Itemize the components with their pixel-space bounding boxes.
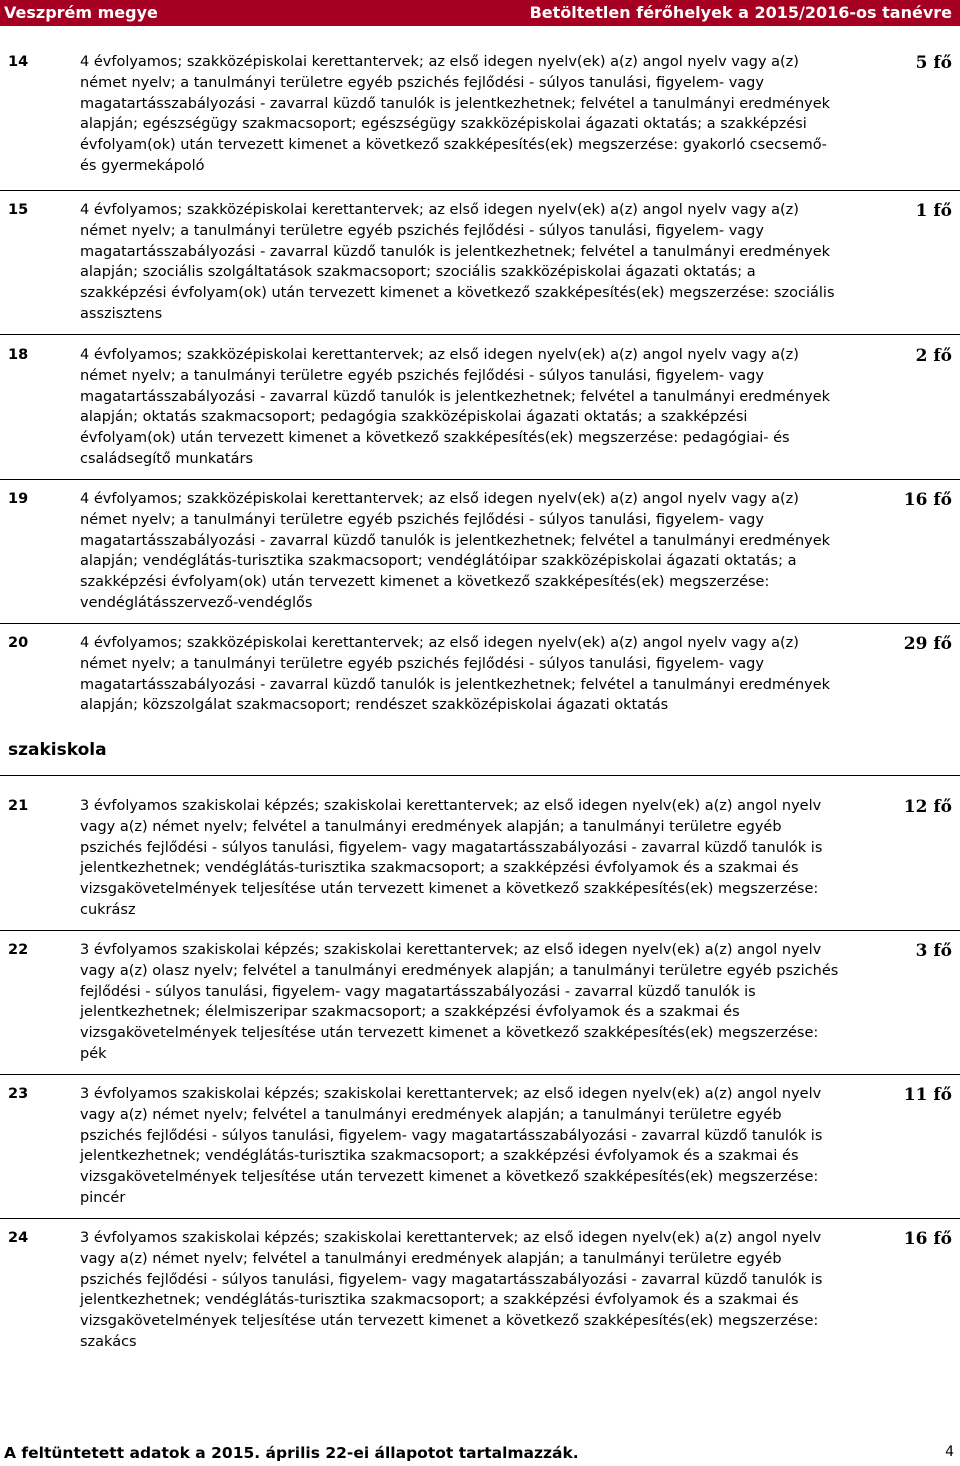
entry-number: 22 (8, 942, 29, 958)
list-item (0, 1084, 960, 1219)
entry-count: 12 fő (903, 797, 952, 817)
list-item (0, 633, 960, 723)
footer-note: A feltüntetett adatok a 2015. április 22-ei állapotot tartalmazzák. (4, 1444, 579, 1462)
list-item (0, 489, 960, 624)
document-title: Betöltetlen férőhelyek a 2015/2016-os tanévre (529, 3, 952, 22)
entry-count: 29 fő (903, 634, 952, 654)
entry-number: 23 (8, 1086, 29, 1102)
entry-description: 4 évfolyamos; szakközépiskolai kerettantervek; az első idegen nyelv(ek) a(z) angol nyelv vagy a(z) német nyelv; a tanulmányi területre egyéb pszichés fejlődési - súlyos tanulási, figyelem- vagy magatartásszabályozási - zavarral küzdő tanulók is jelentkezhetnek; felvétel a tanulmányi eredmények alapján; szociális szolgáltatások szakmacsoport; szociális szakközépiskolai ágazati oktatás; a szakképzési évfolyam(ok) után tervezett kimenet a következő szakképesítés(ek) megszerzése: szociális asszisztens (80, 202, 835, 322)
entry-count: 5 fő (915, 53, 952, 73)
entry-number: 18 (8, 347, 29, 363)
entry-description: 4 évfolyamos; szakközépiskolai kerettantervek; az első idegen nyelv(ek) a(z) angol nyelv vagy a(z) német nyelv; a tanulmányi területre egyéb pszichés fejlődési - súlyos tanulási, figyelem- vagy magatartásszabályozási - zavarral küzdő tanulók is jelentkezhetnek; felvétel a tanulmányi eredmények alapján; oktatás szakmacsoport; pedagógia szakközépiskolai ágazati oktatás; a szakképzési évfolyam(ok) után tervezett kimenet a következő szakképesítés(ek) megszerzése: pedagógiai- és családsegítő munkatárs (80, 347, 831, 467)
entry-count: 16 fő (903, 1229, 952, 1249)
entry-number: 14 (8, 54, 29, 70)
entry-description: 3 évfolyamos szakiskolai képzés; szakiskolai kerettantervek; az első idegen nyelv(ek) a(z) angol nyelv vagy a(z) német nyelv; felvétel a tanulmányi eredmények alapján; a tanulmányi területre egyéb pszichés fejlődési - súlyos tanulási, figyelem- vagy magatartásszabályozási - zavarral küzdő tanulók is jelentkezhetnek; vendéglátás-turisztika szakmacsoport; a szakképzési évfolyamok és a szakmai és vizsgakövetelmények teljesítése után tervezett kimenet a következő szakképesítés(ek) megszerzése: szakács (80, 1230, 823, 1350)
page-number: 4 (945, 1444, 954, 1460)
entry-count: 11 fő (903, 1085, 952, 1105)
county-title: Veszprém megye (4, 3, 158, 22)
entry-number: 24 (8, 1230, 29, 1246)
list-item (0, 200, 960, 335)
entry-description: 3 évfolyamos szakiskolai képzés; szakiskolai kerettantervek; az első idegen nyelv(ek) a(z) angol nyelv vagy a(z) német nyelv; felvétel a tanulmányi eredmények alapján; a tanulmányi területre egyéb pszichés fejlődési - súlyos tanulási, figyelem- vagy magatartásszabályozási - zavarral küzdő tanulók is jelentkezhetnek; vendéglátás-turisztika szakmacsoport; a szakképzési évfolyamok és a szakmai és vizsgakövetelmények teljesítése után tervezett kimenet a következő szakképesítés(ek) megszerzése: pincér (80, 1086, 823, 1206)
entry-number: 15 (8, 202, 29, 218)
list-item (0, 345, 960, 480)
entry-count: 3 fő (915, 941, 952, 961)
entry-number: 21 (8, 798, 29, 814)
entry-description: 4 évfolyamos; szakközépiskolai kerettantervek; az első idegen nyelv(ek) a(z) angol nyelv vagy a(z) német nyelv; a tanulmányi területre egyéb pszichés fejlődési - súlyos tanulási, figyelem- vagy magatartásszabályozási - zavarral küzdő tanulók is jelentkezhetnek; felvétel a tanulmányi eredmények alapján; vendéglátás-turisztika szakmacsoport; vendéglátóipar szakközépiskolai ágazati oktatás; a szakképzési évfolyam(ok) után tervezett kimenet a következő szakképesítés(ek) megszerzése: vendéglátásszervező-vendéglős (80, 491, 831, 611)
list-item (0, 940, 960, 1075)
entry-description: 4 évfolyamos; szakközépiskolai kerettantervek; az első idegen nyelv(ek) a(z) angol nyelv vagy a(z) német nyelv; a tanulmányi területre egyéb pszichés fejlődési - súlyos tanulási, figyelem- vagy magatartásszabályozási - zavarral küzdő tanulók is jelentkezhetnek; felvétel a tanulmányi eredmények alapján; közszolgálat szakmacsoport; rendészet szakközépiskolai ágazati oktatás (80, 635, 831, 714)
entry-description: 3 évfolyamos szakiskolai képzés; szakiskolai kerettantervek; az első idegen nyelv(ek) a(z) angol nyelv vagy a(z) német nyelv; felvétel a tanulmányi eredmények alapján; a tanulmányi területre egyéb pszichés fejlődési - súlyos tanulási, figyelem- vagy magatartásszabályozási - zavarral küzdő tanulók is jelentkezhetnek; vendéglátás-turisztika szakmacsoport; a szakképzési évfolyamok és a szakmai és vizsgakövetelmények teljesítése után tervezett kimenet a következő szakképesítés(ek) megszerzése: cukrász (80, 798, 823, 918)
list-item (0, 796, 960, 931)
entry-number: 20 (8, 635, 29, 651)
entry-count: 2 fő (915, 346, 952, 366)
entry-description: 4 évfolyamos; szakközépiskolai kerettantervek; az első idegen nyelv(ek) a(z) angol nyelv vagy a(z) német nyelv; a tanulmányi területre egyéb pszichés fejlődési - súlyos tanulási, figyelem- vagy magatartásszabályozási - zavarral küzdő tanulók is jelentkezhetnek; felvétel a tanulmányi eredmények alapján; egészségügy szakmacsoport; egészségügy szakközépiskolai ágazati oktatás; a szakképzési évfolyam(ok) után tervezett kimenet a következő szakképesítés(ek) megszerzése: gyakorló csecsemő- és gyermekápoló (80, 54, 831, 174)
entry-count: 1 fő (915, 201, 952, 221)
list-item (0, 52, 960, 191)
entry-description: 3 évfolyamos szakiskolai képzés; szakiskolai kerettantervek; az első idegen nyelv(ek) a(z) angol nyelv vagy a(z) olasz nyelv; felvétel a tanulmányi eredmények alapján; a tanulmányi területre egyéb pszichés fejlődési - súlyos tanulási, figyelem- vagy magatartásszabályozási - zavarral küzdő tanulók is jelentkezhetnek; élelmiszeripar szakmacsoport; a szakképzési évfolyamok és a szakmai és vizsgakövetelmények teljesítése után tervezett kimenet a következő szakképesítés(ek) megszerzése: pék (80, 942, 839, 1062)
category-divider (0, 775, 960, 776)
category-heading: szakiskola (8, 740, 107, 760)
list-item (0, 1228, 960, 1362)
entry-number: 19 (8, 491, 29, 507)
page-header (0, 0, 960, 26)
entry-count: 16 fő (903, 490, 952, 510)
